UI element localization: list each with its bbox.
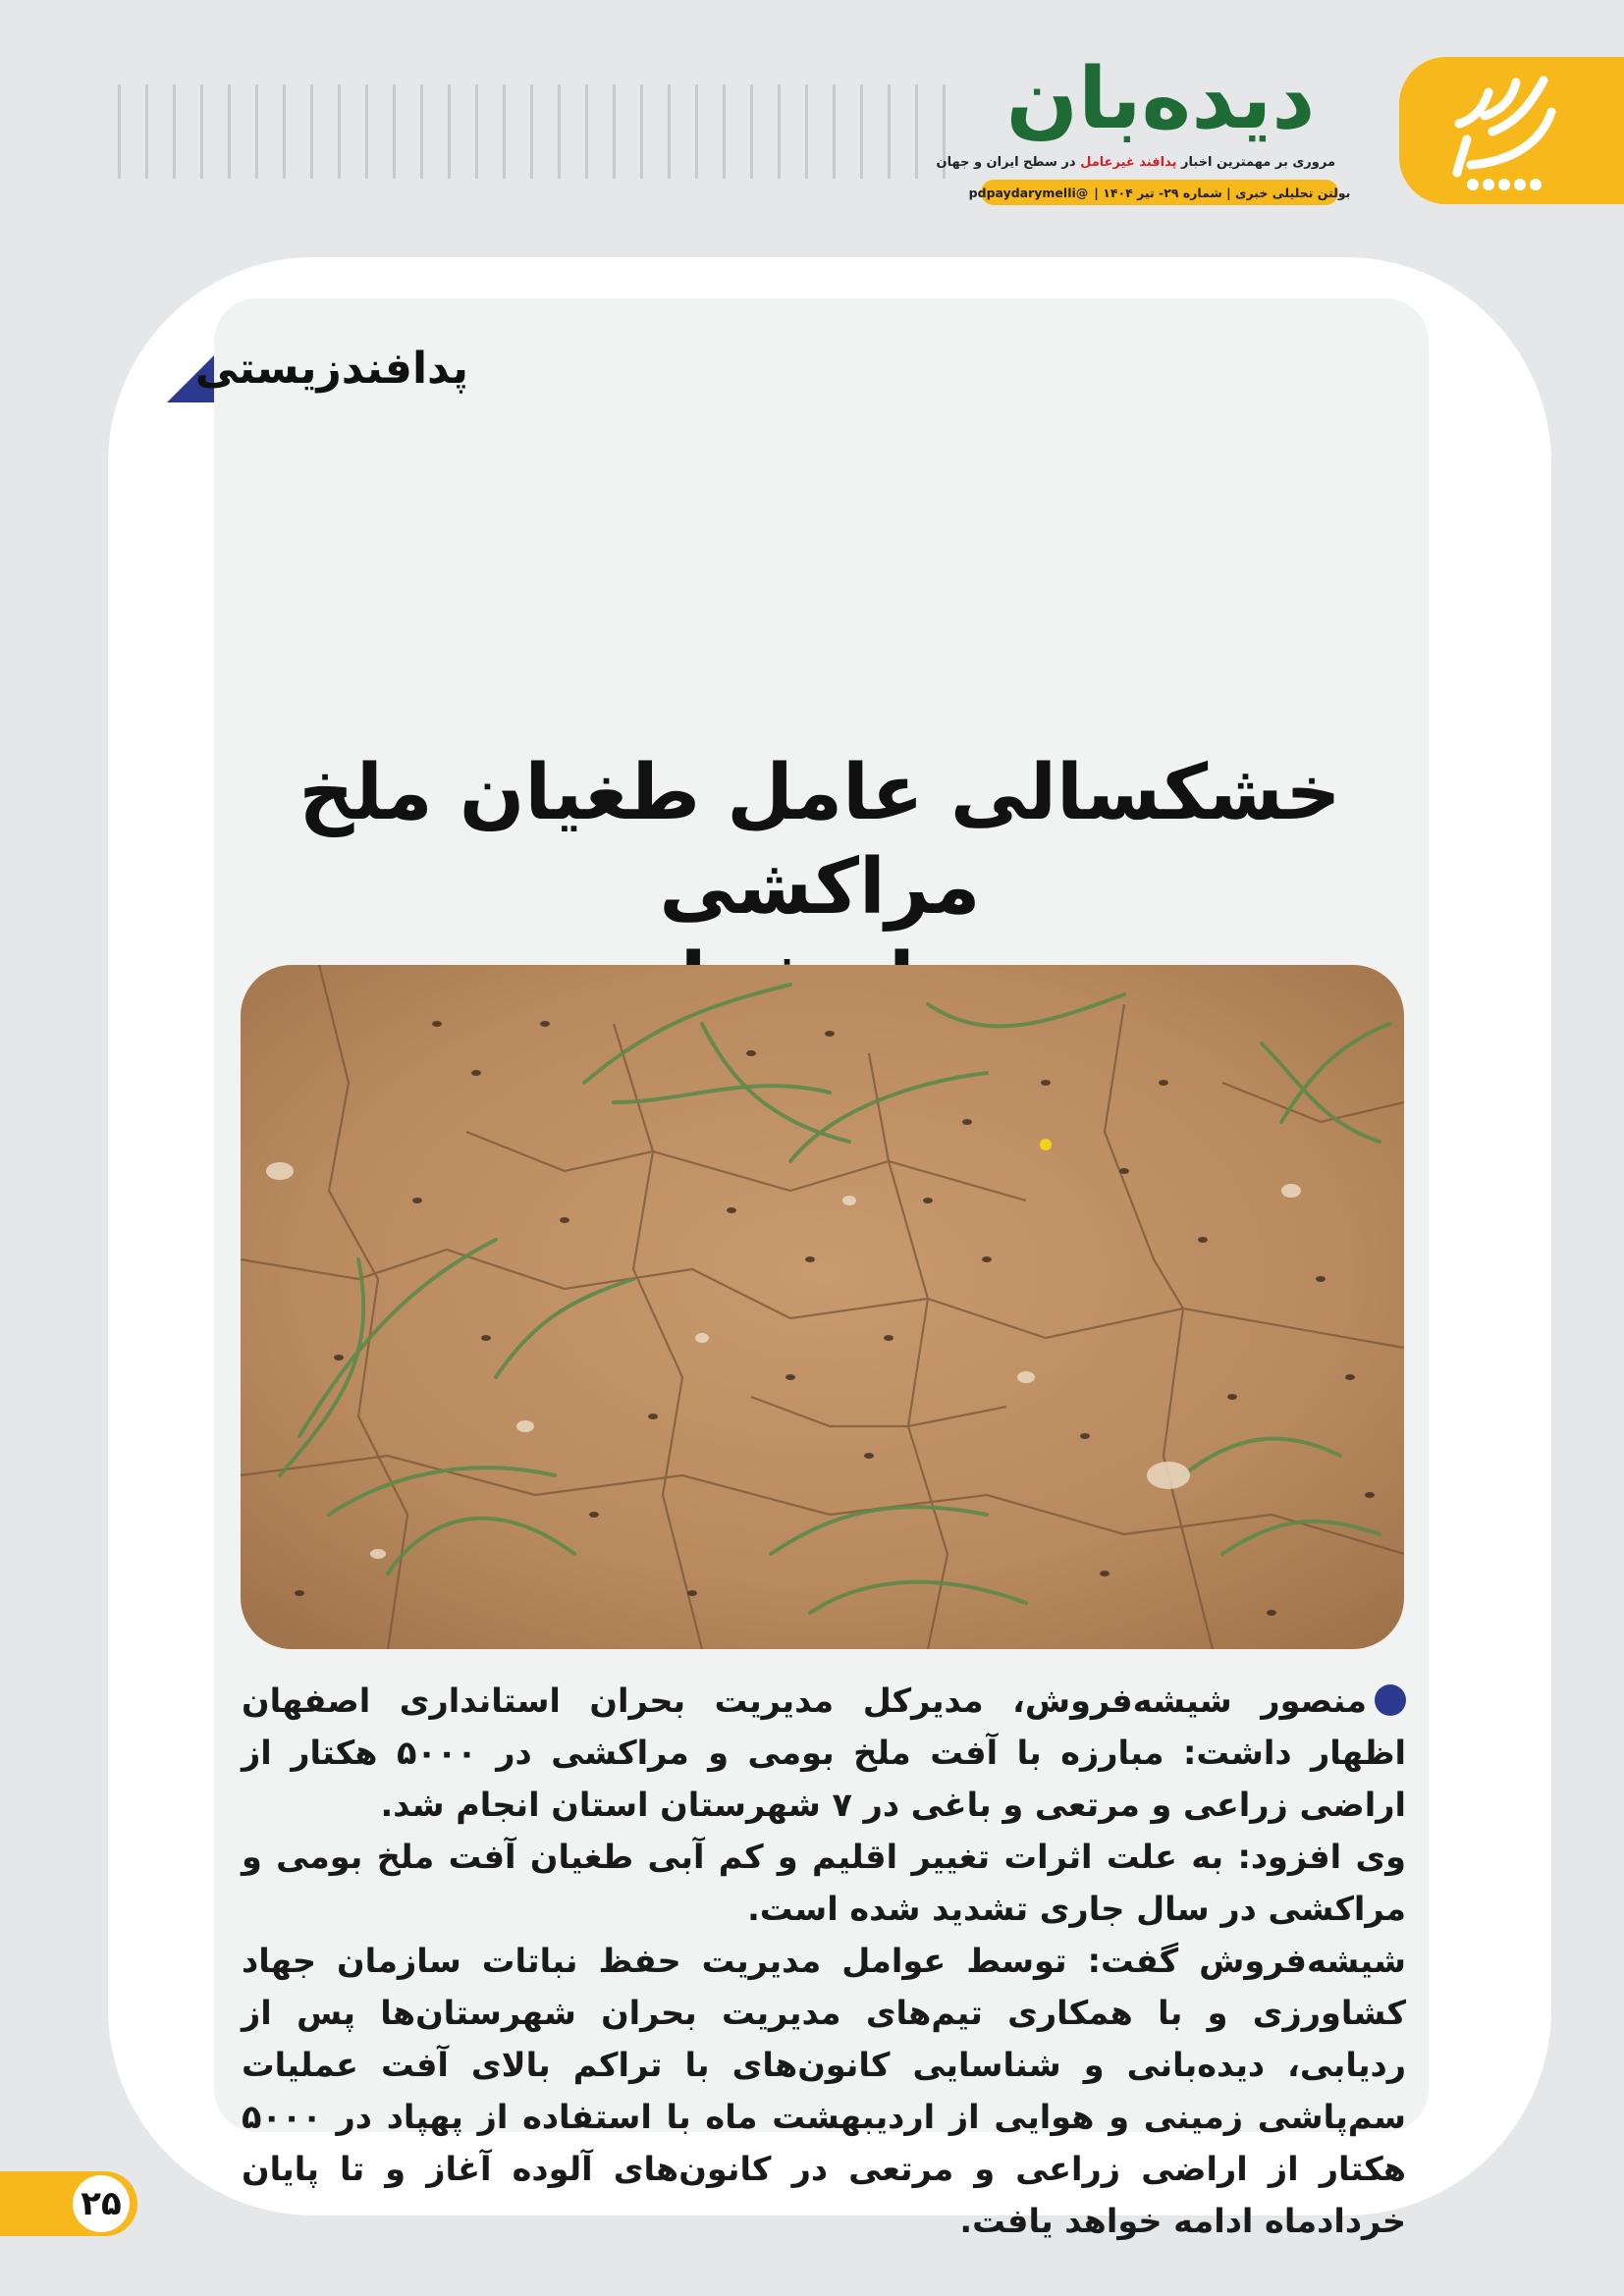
article-paragraph-2: وی افزود: به علت اثرات تغییر اقلیم و کم آبی طغیان آفت ملخ بومی و مراکشی در سال جاری تشدید شده است. [242, 1838, 1406, 1928]
section-label: پدافندزیستی [194, 344, 468, 394]
bulletin-info: بولتن تحلیلی خبری | شماره ۲۹- تیر ۱۴۰۴ | [1094, 185, 1351, 200]
social-handle[interactable]: @pdpaydarymelli [968, 185, 1089, 200]
header-stripes [118, 84, 962, 179]
svg-text:دیده‌بان: دیده‌بان [1005, 51, 1316, 144]
article-paragraph-1: منصور شیشه‌فروش، مدیرکل مدیریت بحران استانداری اصفهان اظهار داشت: مبارزه با آفت ملخ بومی و مراکشی در ۵۰۰۰ هکتار از اراضی زراعی و مرتعی و باغی در ۷ شهرستان استان انجام شد. [242, 1682, 1406, 1824]
bulletin-info-pill [968, 180, 1351, 205]
article-paragraph-3: شیشه‌فروش گفت: توسط عوامل مدیریت حفظ نباتات سازمان جهاد کشاورزی و با همکاری تیم‌های مدیریت بحران شهرستان‌ها پس از ردیابی، دیده‌بانی و شناسایی کانون‌های با تراکم بالای آفت عملیات سم‌پاشی زمینی و هوایی از اردیبهشت ماه با استفاده از پهپاد در ۵۰۰۰ هکتار از اراضی زراعی و مرتعی در کانون‌های آلوده آغاز و تا پایان خردادماه ادامه خواهد یافت. [242, 1942, 1406, 2240]
didehban-logo [977, 51, 1345, 144]
locust-field-image [241, 965, 1404, 1649]
masthead-tagline: مروری بر مهمترین اخبار پدافند غیرعامل در سطح ایران و جهان [936, 155, 1335, 170]
pasdaryari-logo-icon [1434, 63, 1571, 200]
paragraph-bullet-icon [1375, 1684, 1406, 1716]
article-photo [241, 965, 1404, 1649]
page-number: ۲۵ [73, 2175, 130, 2232]
article-body [242, 1675, 1406, 2247]
article-title-line-1: خشکسالی عامل طغیان ملخ مراکشی [298, 749, 1341, 932]
publisher-badge [1399, 57, 1624, 204]
